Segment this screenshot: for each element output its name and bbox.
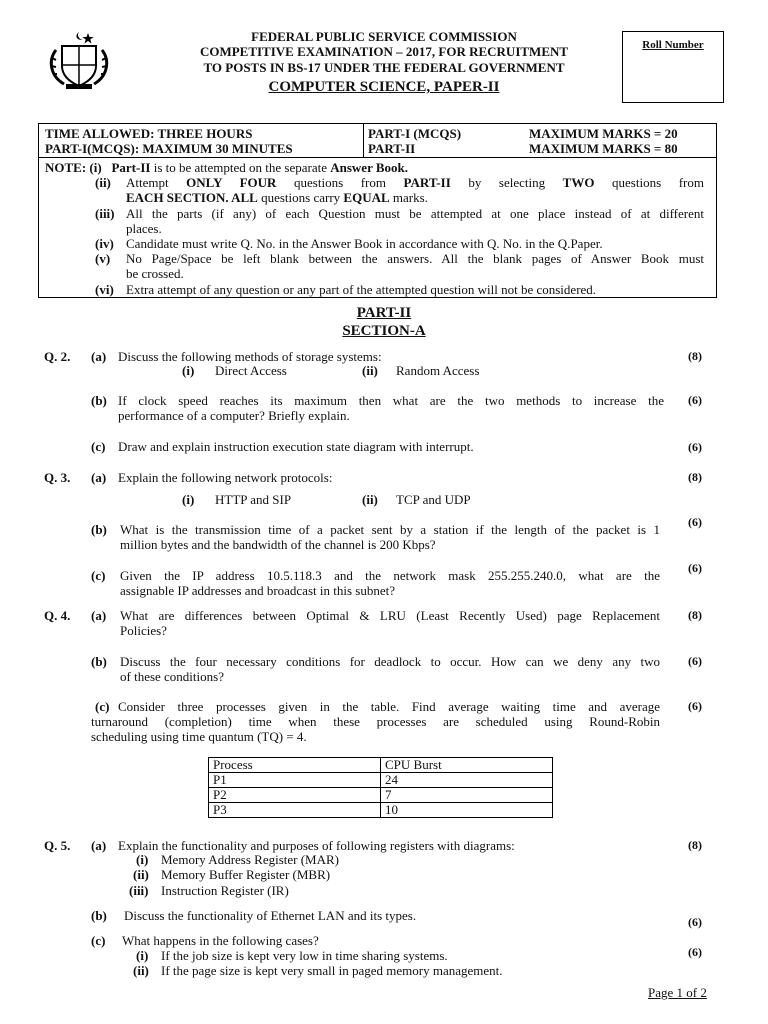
table-cell: 10 (381, 803, 553, 818)
part-label: (a) (91, 608, 107, 623)
sub-item: Random Access (396, 363, 480, 378)
sub-item: If the job size is kept very low in time sharing systems. (161, 948, 448, 963)
marks: (6) (688, 515, 702, 529)
note-ii-line2: EACH SECTION. ALL questions carry EQUAL marks. (126, 190, 428, 205)
part1-label: PART-I (MCQS) (368, 126, 462, 141)
sub-item: TCP and UDP (396, 492, 471, 507)
table-cell: 7 (381, 788, 553, 803)
sub-item: Memory Address Register (MAR) (161, 852, 340, 867)
part-label: (b) (91, 654, 107, 669)
part2-label: PART-II (368, 141, 416, 156)
table-cell: P3 (209, 803, 381, 818)
marks: (6) (688, 699, 702, 713)
process-table (208, 757, 553, 818)
table-cell: P2 (209, 788, 381, 803)
sub-label: (i) (136, 852, 149, 867)
table-row (209, 803, 553, 818)
part2-marks: MAXIMUM MARKS = 80 (529, 141, 678, 156)
question-text: Given the IP address 10.5.118.3 and the network mask 255.255.240.0, what are the (120, 568, 660, 583)
note-ii-line1: Attempt ONLY FOUR questions from PART-II by selecting TWO questions from (126, 175, 704, 190)
header-line-1: FEDERAL PUBLIC SERVICE COMMISSION (251, 29, 517, 44)
section-title: SECTION-A (342, 323, 426, 339)
table-row (209, 773, 553, 788)
marks: (6) (688, 915, 702, 929)
question-text: Explain the following network protocols: (118, 470, 333, 485)
sub-item: Instruction Register (IR) (161, 883, 289, 898)
marks: (6) (688, 393, 702, 407)
table-row (209, 788, 553, 803)
question-text: Policies? (120, 623, 167, 638)
table-cell: 24 (381, 773, 553, 788)
question-text: performance of a computer? Briefly explain. (118, 408, 350, 423)
sub-label: (i) (136, 948, 149, 963)
part-label: (c) (91, 568, 106, 583)
part-label: (b) (91, 393, 107, 408)
question-text: Consider three processes given in the table. Find average waiting time and average (118, 699, 660, 714)
part-label: (b) (91, 522, 107, 537)
paper-title: COMPUTER SCIENCE, PAPER-II (268, 79, 500, 95)
marks: (6) (688, 440, 702, 454)
question-number: Q. 4. (44, 608, 71, 623)
note-v-line1: No Page/Space be left blank between the answers. All the blank pages of Answer Book must (126, 251, 704, 266)
part-label: (c) (91, 933, 106, 948)
marks: (8) (688, 838, 702, 852)
question-text: million bytes and the bandwidth of the channel is 200 Kbps? (120, 537, 436, 552)
sub-label: (i) (182, 492, 195, 507)
part-label: (a) (91, 470, 107, 485)
table-header: Process (209, 758, 381, 773)
header-line-2: COMPETITIVE EXAMINATION – 2017, FOR RECRUITMENT (199, 44, 569, 59)
note-iv-num: (iv) (95, 236, 114, 251)
marks: (8) (688, 608, 702, 622)
sub-label: (ii) (362, 363, 378, 378)
question-text: Discuss the following methods of storage systems: (118, 349, 382, 364)
instructions-box (38, 123, 717, 298)
sub-item: If the page size is kept very small in paged memory management. (161, 963, 503, 978)
question-text: turnaround (completion) time when these processes are scheduled using Round-Robin (91, 714, 660, 729)
question-text: What happens in the following cases? (122, 933, 319, 948)
part1-marks: MAXIMUM MARKS = 20 (529, 126, 678, 141)
question-text: Explain the functionality and purposes of following registers with diagrams: (118, 838, 515, 853)
question-text: of these conditions? (120, 669, 224, 684)
note-vi-num: (vi) (95, 282, 114, 297)
marks: (8) (688, 470, 702, 484)
marks: (6) (688, 561, 702, 575)
question-text: assignable IP addresses and broadcast in this subnet? (120, 583, 395, 598)
marks: (6) (688, 654, 702, 668)
note-ii-num: (ii) (95, 175, 111, 190)
question-text: Draw and explain instruction execution state diagram with interrupt. (118, 439, 474, 454)
part-label: (c) (91, 439, 106, 454)
part-label: (b) (91, 908, 107, 923)
sub-label: (ii) (133, 867, 149, 882)
question-text: What is the transmission time of a packet sent by a station if the length of the packet is 1 (120, 522, 660, 537)
part-label: (c) (95, 699, 110, 714)
note-iii-line2: places. (126, 221, 162, 236)
table-cell: P1 (209, 773, 381, 788)
note-i: NOTE: (i) Part-II is to be attempted on the separate Answer Book. (45, 160, 409, 175)
marks: (8) (688, 349, 702, 363)
sub-item: Direct Access (215, 363, 287, 378)
sub-label: (ii) (362, 492, 378, 507)
sub-label: (ii) (133, 963, 149, 978)
question-number: Q. 3. (44, 470, 71, 485)
time-allowed: TIME ALLOWED: THREE HOURS (45, 126, 253, 141)
sub-label: (iii) (129, 883, 149, 898)
note-vi: Extra attempt of any question or any part of the attempted question will not be considered. (126, 282, 597, 297)
question-text: If clock speed reaches its maximum then what are the two methods to increase the (118, 393, 664, 408)
question-number: Q. 2. (44, 349, 71, 364)
sub-label: (i) (182, 363, 195, 378)
note-v-line2: be crossed. (126, 266, 184, 281)
part-title: PART-II (356, 305, 412, 321)
page-number: Page 1 of 2 (648, 985, 707, 1000)
part1-time: PART-I(MCQS): MAXIMUM 30 MINUTES (45, 141, 293, 156)
part-label: (a) (91, 349, 107, 364)
question-text: Discuss the functionality of Ethernet LAN and its types. (124, 908, 417, 923)
note-iii-line1: All the parts (if any) of each Question must be attempted at one place instead of at different (126, 206, 704, 221)
table-header: CPU Burst (381, 758, 553, 773)
sub-item: HTTP and SIP (215, 492, 292, 507)
roll-number-box (622, 31, 724, 103)
sub-item: Memory Buffer Register (MBR) (161, 867, 331, 882)
marks: (6) (688, 945, 702, 959)
note-v-num: (v) (95, 251, 111, 266)
part-label: (a) (91, 838, 107, 853)
note-iii-num: (iii) (95, 206, 115, 221)
question-text: What are differences between Optimal & LRU (Least Recently Used) page Replacement (120, 608, 660, 623)
header-line-3: TO POSTS IN BS-17 UNDER THE FEDERAL GOVERNMENT (203, 60, 565, 75)
question-text: scheduling using time quantum (TQ) = 4. (91, 729, 307, 744)
note-iv: Candidate must write Q. No. in the Answer Book in accordance with Q. No. in the Q.Paper. (126, 236, 603, 251)
question-text: Discuss the four necessary conditions for deadlock to occur. How can we deny any two (120, 654, 660, 669)
roll-number-label: Roll Number (642, 39, 704, 51)
question-number: Q. 5. (44, 838, 71, 853)
